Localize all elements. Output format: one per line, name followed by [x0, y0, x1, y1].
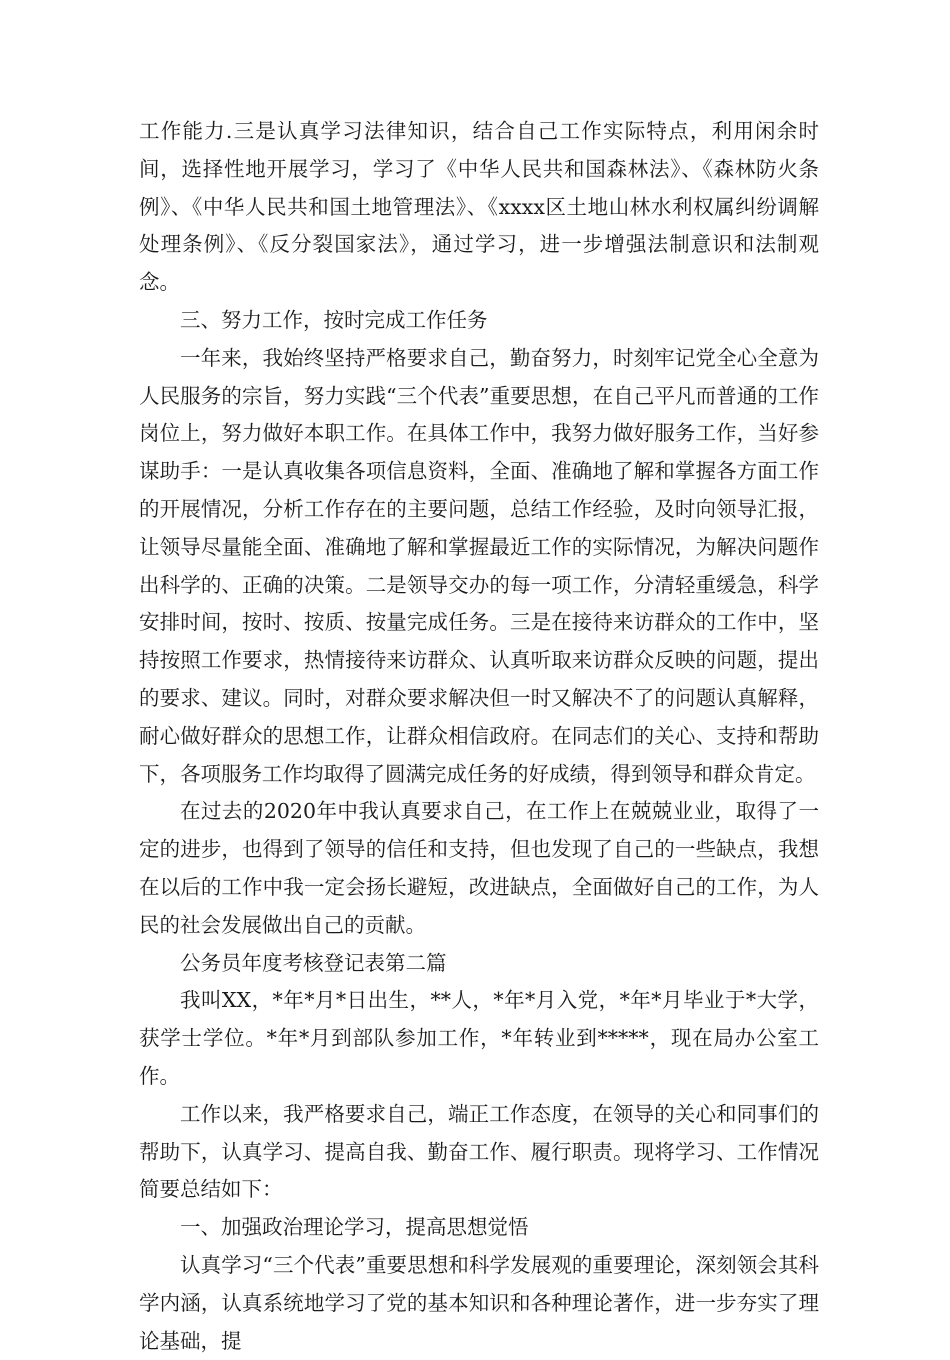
section-heading-work: 三、努力工作，按时完成工作任务 — [180, 307, 488, 332]
paragraph-year-review: 在过去的2020年中我认真要求自己，在工作上在兢兢业业，取得了一定的进步，也得到了领导的信任和支持，但也发现了自己的一些缺点，我想在以后的工作中我一定会扬长避短，改进缺点，全面做好自己的工作，为人民的社会发展做出自己的贡献。 — [139, 799, 819, 937]
paragraph-theory-study: 认真学习“三个代表”重要思想和科学发展观的重要理论，深刻领会其科学内涵，认真系统地学习了党的基本知识和各种理论著作，进一步夯实了理论基础，提 — [139, 1252, 819, 1353]
section-title-part-two: 公务员年度考核登记表第二篇 — [180, 950, 447, 975]
paragraph-continuation: 工作能力.三是认真学习法律知识，结合自己工作实际特点，利用闲余时间，选择性地开展学习，学习了《中华人民共和国森林法》、《森林防火条例》、《中华人民共和国土地管理法》、《xxxx区土地山林水利权属纠纷调解处理条例》、《反分裂国家法》，通过学习，进一步增强法制意识和法制观念。 — [139, 119, 819, 295]
paragraph-self-introduction: 我叫XX，*年*月*日出生，**人，*年*月入党，*年*月毕业于*大学，获学士学位。*年*月到部队参加工作，*年转业到*****，现在局办公室工作。 — [139, 988, 819, 1088]
paragraph-work-attitude: 工作以来，我严格要求自己，端正工作态度，在领导的关心和同事们的帮助下，认真学习、提高自我、勤奋工作、履行职责。现将学习、工作情况简要总结如下： — [139, 1101, 819, 1202]
paragraph-work-summary: 一年来，我始终坚持严格要求自己，勤奋努力，时刻牢记党全心全意为人民服务的宗旨，努力实践“三个代表”重要思想，在自己平凡而普通的工作岗位上，努力做好本职工作。在具体工作中，我努力做好服务工作，当好参谋助手：一是认真收集各项信息资料，全面、准确地了解和掌握各方面工作的开展情况，分析工作存在的主要问题，总结工作经验，及时向领导汇报，让领导尽量能全面、准确地了解和掌握最近工作的实际情况，为解决问题作出科学的、正确的决策。二是领导交办的每一项工作，分清轻重缓急，科学安排时间，按时、按质、按量完成任务。三是在接待来访群众的工作中，坚持按照工作要求，热情接待来访群众、认真听取来访群众反映的问题，提出的要求、建议。同时，对群众要求解决但一时又解决不了的问题认真解释，耐心做好群众的思想工作，让群众相信政府。在同志们的关心、支持和帮助下，各项服务工作均取得了圆满完成任务的好成绩，得到领导和群众肯定。 — [139, 345, 819, 786]
section-heading-political-study: 一、加强政治理论学习，提高思想觉悟 — [180, 1215, 529, 1240]
document-body — [139, 113, 819, 1360]
